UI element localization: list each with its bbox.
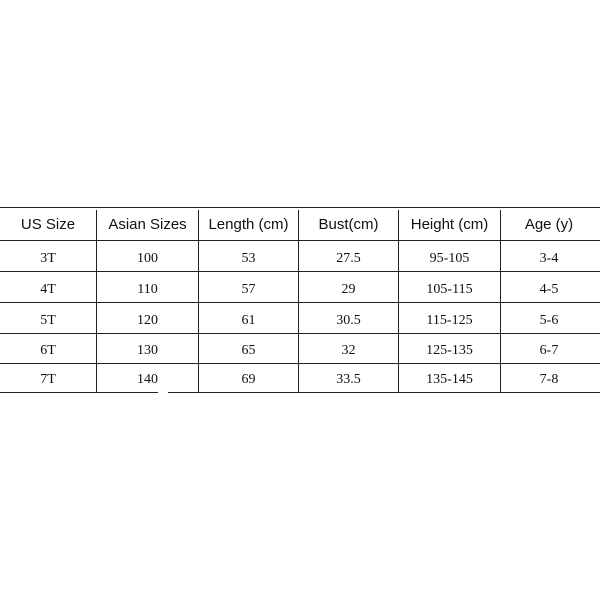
column-header-bust: Bust(cm) bbox=[318, 216, 379, 233]
column-header-length: Length (cm) bbox=[208, 216, 289, 233]
cell-asian-size: 120 bbox=[137, 313, 158, 328]
cell-height: 135-145 bbox=[426, 372, 473, 387]
column-header-asian-sizes: Asian Sizes bbox=[108, 216, 187, 233]
cell-height: 115-125 bbox=[426, 313, 473, 328]
cell-length: 57 bbox=[241, 282, 256, 297]
cell-us-size: 4T bbox=[40, 282, 56, 297]
cell-age: 7-8 bbox=[539, 372, 559, 387]
cell-bust: 32 bbox=[341, 343, 356, 358]
column-header-age: Age (y) bbox=[524, 216, 574, 233]
cell-asian-size: 110 bbox=[137, 282, 158, 297]
cell-height: 105-115 bbox=[426, 282, 473, 297]
cell-length: 53 bbox=[241, 251, 256, 266]
table-top-border bbox=[0, 207, 600, 208]
cell-asian-size: 100 bbox=[137, 251, 158, 266]
cell-us-size: 7T bbox=[40, 372, 56, 387]
cell-age: 4-5 bbox=[539, 282, 559, 297]
cell-us-size: 6T bbox=[40, 343, 56, 358]
cell-us-size: 3T bbox=[40, 251, 56, 266]
cell-height: 95-105 bbox=[429, 251, 470, 266]
cell-length: 69 bbox=[241, 372, 256, 387]
column-header-height: Height (cm) bbox=[410, 216, 489, 233]
cell-age: 6-7 bbox=[539, 343, 559, 358]
cell-bust: 30.5 bbox=[336, 313, 361, 328]
header-divider bbox=[0, 240, 600, 241]
cell-age: 3-4 bbox=[539, 251, 559, 266]
cell-asian-size: 130 bbox=[137, 343, 158, 358]
cell-length: 65 bbox=[241, 343, 256, 358]
cell-us-size: 5T bbox=[40, 313, 56, 328]
column-header-us-size: US Size bbox=[20, 216, 76, 233]
cell-bust: 27.5 bbox=[336, 251, 361, 266]
cell-age: 5-6 bbox=[539, 313, 559, 328]
cell-height: 125-135 bbox=[426, 343, 473, 358]
cell-length: 61 bbox=[241, 313, 256, 328]
cell-asian-size: 140 bbox=[137, 372, 158, 387]
cell-bust: 29 bbox=[341, 282, 356, 297]
cell-bust: 33.5 bbox=[336, 372, 361, 387]
